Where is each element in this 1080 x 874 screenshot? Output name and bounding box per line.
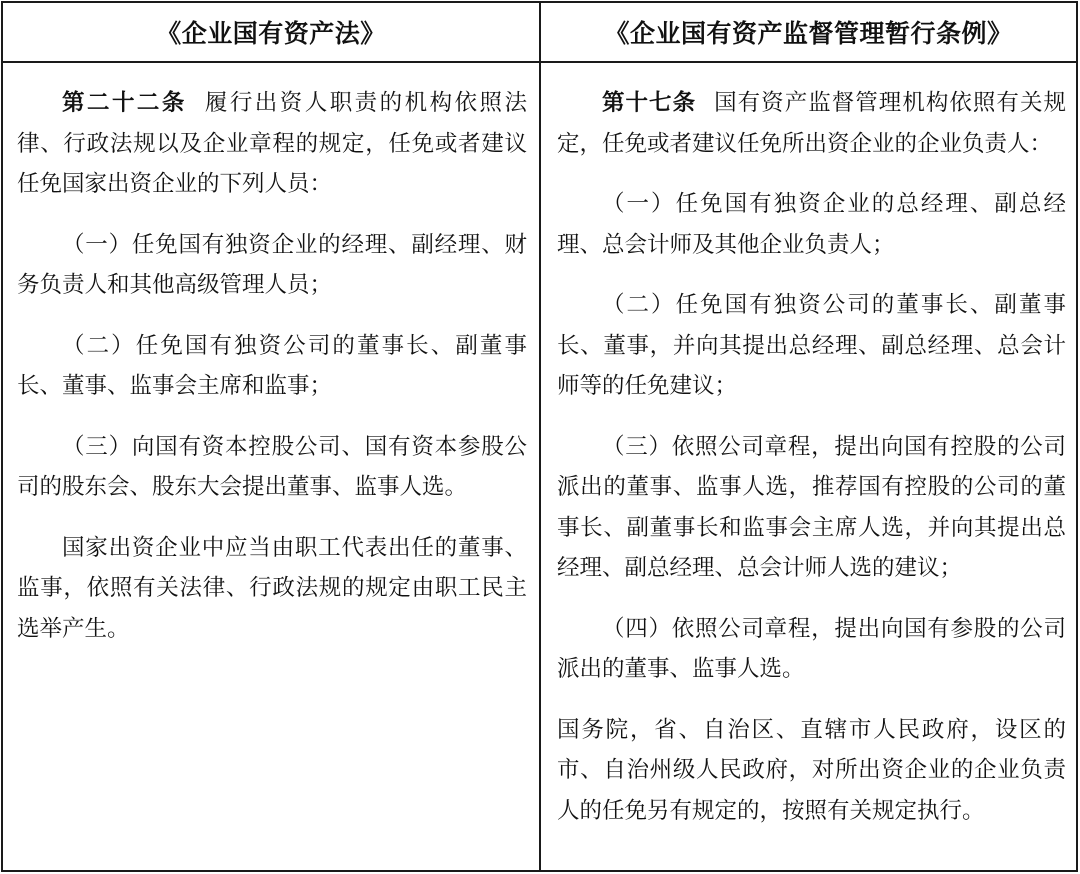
left-article-paragraph [17,83,527,205]
right-column-heading: 《企业国有资产监督管理暂行条例》 [541,3,1076,63]
right-closing-paragraph: 国务院，省、自治区、直辖市人民政府，设区的市、自治州级人民政府，对所出资企业的企业负责人的任免另有规定的，按照有关规定执行。 [557,716,1066,824]
left-article-label: 第二十二条 [62,90,187,116]
right-column-body [541,63,1076,870]
right-article-label: 第十七条 [602,90,697,116]
left-article-text: 履行出资人职责的机构依照法律、行政法规以及企业章程的规定，任免或者建议任免国家出资企业的下列人员： [17,90,527,197]
right-item-4: （四）依照公司章程，提出向国有参股的公司派出的董事、监事人选。 [557,615,1066,682]
right-item-3: （三）依照公司章程，提出向国有控股的公司派出的董事、监事人选，推荐国有控股的公司的董事长、副董事长和监事会主席人选，并向其提出总经理、副总经理、总会计师人选的建议； [557,433,1066,581]
left-item-3: （三）向国有资本控股公司、国有资本参股公司的股东会、股东大会提出董事、监事人选。 [17,433,527,500]
left-column-body [3,63,541,870]
comparison-table [1,1,1078,872]
right-article-paragraph [557,83,1066,164]
left-item-1: （一）任免国有独资企业的经理、副经理、财务负责人和其他高级管理人员； [17,231,527,298]
right-item-1: （一）任免国有独资企业的总经理、副总经理、总会计师及其他企业负责人； [557,191,1066,258]
right-item-2: （二）任免国有独资公司的董事长、副董事长、董事，并向其提出总经理、副总经理、总会计师等的任免建议； [557,292,1066,399]
left-closing-paragraph: 国家出资企业中应当由职工代表出任的董事、监事，依照有关法律、行政法规的规定由职工民主选举产生。 [17,534,527,642]
right-article-text: 国有资产监督管理机构依照有关规定，任免或者建议任免所出资企业的企业负责人： [557,90,1066,157]
left-column-heading: 《企业国有资产法》 [3,3,541,63]
left-item-2: （二）任免国有独资公司的董事长、副董事长、董事、监事会主席和监事； [17,332,527,399]
